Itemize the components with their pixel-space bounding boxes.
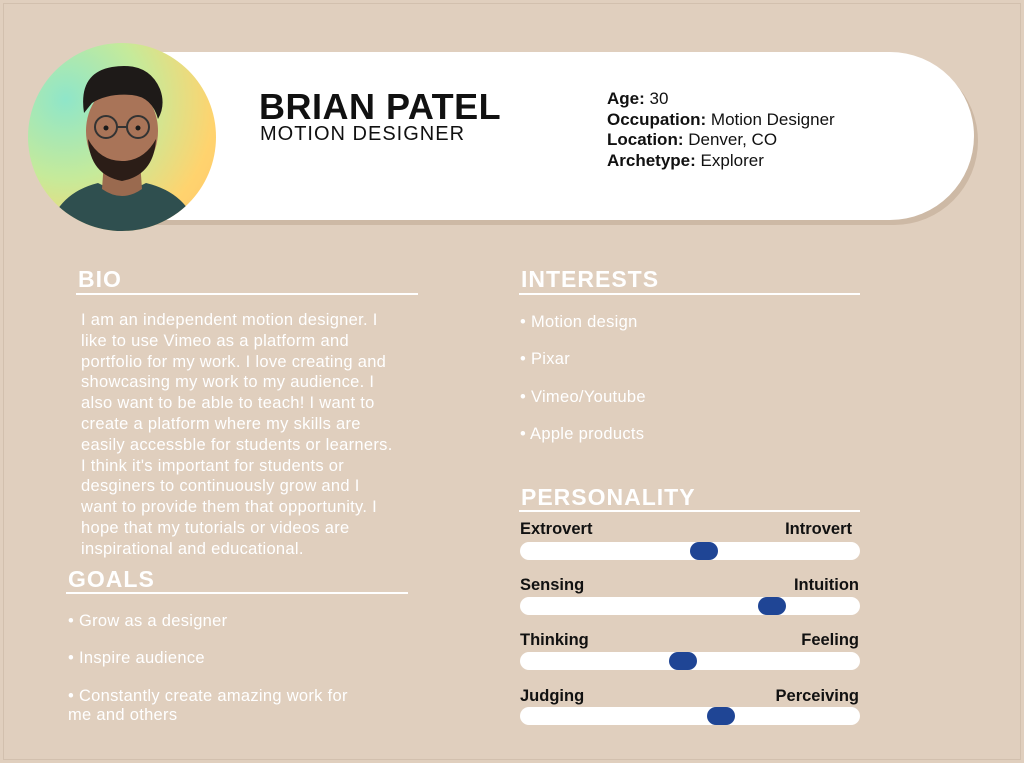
fact-occupation: Occupation: Motion Designer (607, 109, 835, 129)
goal-item: • Grow as a designer (68, 612, 228, 630)
goals-divider (66, 592, 408, 594)
trait-slider-knob[interactable] (669, 652, 697, 670)
fact-archetype: Archetype: Explorer (607, 150, 764, 170)
bio-line: create a platform where my skills are (81, 414, 361, 433)
bio-text (81, 310, 441, 560)
bio-divider (76, 293, 418, 295)
trait-right-label: Intuition (793, 576, 859, 594)
persona-facts (607, 89, 835, 171)
persona-name: BRIAN PATEL (259, 86, 502, 127)
fact-location: Location: Denver, CO (607, 130, 778, 149)
bio-line: want to provide them that opportunity. I (81, 498, 378, 517)
trait-slider-track (520, 542, 860, 560)
goal-item: me and others (68, 706, 178, 724)
bio-line: portfolio for my work. I love creating and (81, 352, 387, 371)
trait-slider-track (520, 652, 860, 670)
avatar (28, 43, 216, 231)
bio-title: BIO (78, 266, 122, 292)
trait-left-label: Extrovert (520, 520, 593, 538)
interest-item: • Motion design (520, 313, 638, 331)
bio-line: like to use Vimeo as a platform and (81, 331, 349, 350)
personality-title: PERSONALITY (521, 484, 696, 510)
bio-line: I am an independent motion designer. I (81, 311, 378, 329)
trait-slider-track (520, 597, 860, 615)
interest-item: • Pixar (520, 350, 571, 368)
bio-line: inspirational and educational. (81, 539, 304, 558)
bio-line: also want to be able to teach! I want to (81, 394, 375, 413)
portrait-illustration (28, 43, 216, 231)
trait-slider-knob[interactable] (758, 597, 786, 615)
bio-line: easily accessble for students or learners. (81, 435, 393, 454)
trait-slider-knob[interactable] (707, 707, 735, 725)
header-card (118, 52, 974, 220)
fact-age: Age: 30 (607, 89, 669, 108)
goal-item: • Inspire audience (68, 649, 205, 667)
trait-left-label: Sensing (520, 576, 585, 594)
interests-title: INTERESTS (521, 266, 660, 292)
personality-divider (519, 510, 860, 512)
goals-title: GOALS (68, 566, 155, 592)
bio-line: showcasing my work to my audience. I (81, 373, 375, 392)
trait-left-label: Judging (520, 687, 585, 705)
bio-line: desginers to continuously grow and I (81, 477, 360, 496)
trait-right-label: Feeling (801, 631, 859, 649)
trait-slider-knob[interactable] (690, 542, 718, 560)
trait-right-label: Perceiving (775, 687, 859, 705)
trait-right-label: Introvert (785, 520, 852, 538)
bio-line: I think it's important for students or (81, 456, 345, 475)
interest-item: • Vimeo/Youtube (520, 388, 646, 406)
goal-item: • Constantly create amazing work for (68, 687, 348, 705)
interest-item: • Apple products (520, 425, 645, 443)
persona-role: MOTION DESIGNER (260, 123, 466, 145)
interests-divider (519, 293, 860, 295)
trait-left-label: Thinking (520, 631, 589, 649)
trait-slider-track (520, 707, 860, 725)
bio-line: hope that my tutorials or videos are (81, 518, 350, 537)
